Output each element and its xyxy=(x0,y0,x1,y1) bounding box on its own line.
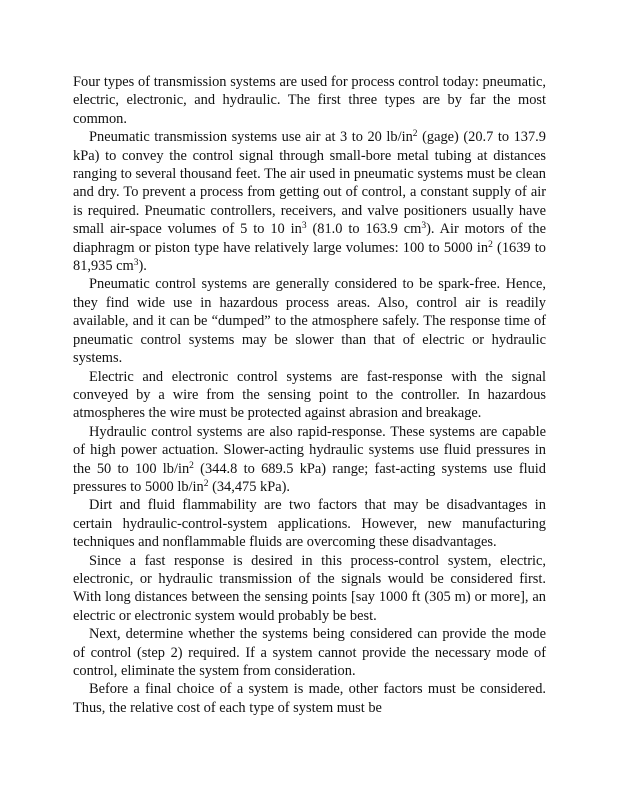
text-run: Before a final choice of a system is made, other factors must be considered. Thus, the relative cost of each type of system must be xyxy=(73,681,546,716)
superscript-exponent: 3 xyxy=(133,258,139,269)
text-run: Four types of transmission systems are used for process control today: pneumatic, electric, electronic, and hydraulic. The first three types are by far the most common. xyxy=(73,74,546,127)
superscript-exponent: 3 xyxy=(421,221,427,232)
paragraph-7 xyxy=(73,552,546,626)
text-run: ). Air motors of the diaphragm or piston type have relatively large volumes: 100 to 5000 in xyxy=(73,221,546,256)
paragraph-4 xyxy=(73,368,546,423)
superscript-exponent: 3 xyxy=(301,221,307,232)
superscript-exponent: 2 xyxy=(203,478,209,489)
text-run: Pneumatic control systems are generally considered to be spark-free. Hence, they find wide use in hazardous process areas. Also, control air is readily available, and it can be “dumped” to the atmosphere safely. The response time of pneumatic control systems may be slower than that of electric or hydraulic systems. xyxy=(73,276,546,367)
text-run: Dirt and fluid flammability are two factors that may be disadvantages in certain hydraulic-control-system applications. However, new manufacturing techniques and nonflammable fluids are overcoming these disadvantages. xyxy=(73,497,546,551)
paragraph-1 xyxy=(73,73,546,128)
paragraph-5 xyxy=(73,423,546,497)
text-run: Hydraulic control systems are also rapid-response. These systems are capable of high power actuation. Slower-acting hydraulic systems use fluid pressures in the 50 to 100 lb/in xyxy=(73,423,546,477)
text-run: Next, determine whether the systems being considered can provide the mode of control (step 2) required. If a system cannot provide the necessary mode of control, eliminate the system from consideration. xyxy=(73,626,546,679)
paragraph-2 xyxy=(73,128,546,275)
text-run: (gage) (20.7 to 137.9 kPa) to convey the control signal through small-bore metal tubing at distances ranging to several thousand feet. The air used in pneumatic systems must be clean and dry. To prevent a process from getting out of control, a constant supply of air is required. Pneumatic controllers, receivers, and valve positioners usually have small air-space volumes of 5 to 10 in xyxy=(73,129,546,238)
text-run: Pneumatic transmission systems use air at 3 to 20 lb/in xyxy=(89,129,413,146)
text-run: ). xyxy=(138,258,147,275)
superscript-exponent: 2 xyxy=(488,239,493,250)
text-run: (344.8 to 689.5 kPa) range; fast-acting systems use fluid pressures to 5000 lb/in xyxy=(73,460,546,495)
superscript-exponent: 2 xyxy=(189,460,194,471)
text-run: (34,475 kPa). xyxy=(208,478,291,495)
paragraph-8 xyxy=(73,625,546,680)
text-run: (1639 to 81,935 cm xyxy=(73,239,546,275)
superscript-exponent: 2 xyxy=(412,129,418,140)
paragraph-9 xyxy=(73,680,546,717)
text-run: Since a fast response is desired in this process-control system, electric, electronic, or hydraulic transmission of the signals would be considered first. With long distances between the sensing points [say 1000 ft (305 m) or more], an electric or electronic system would probably be best. xyxy=(73,552,546,624)
paragraph-3 xyxy=(73,275,546,367)
text-run: (81.0 to 163.9 cm xyxy=(306,221,422,238)
text-run: Electric and electronic control systems are fast-response with the signal conveyed by a wire from the sensing point to the controller. In hazardous atmospheres the wire must be protected against abrasion and breakage. xyxy=(73,368,546,422)
paragraph-6 xyxy=(73,496,546,551)
document-page xyxy=(73,73,546,717)
